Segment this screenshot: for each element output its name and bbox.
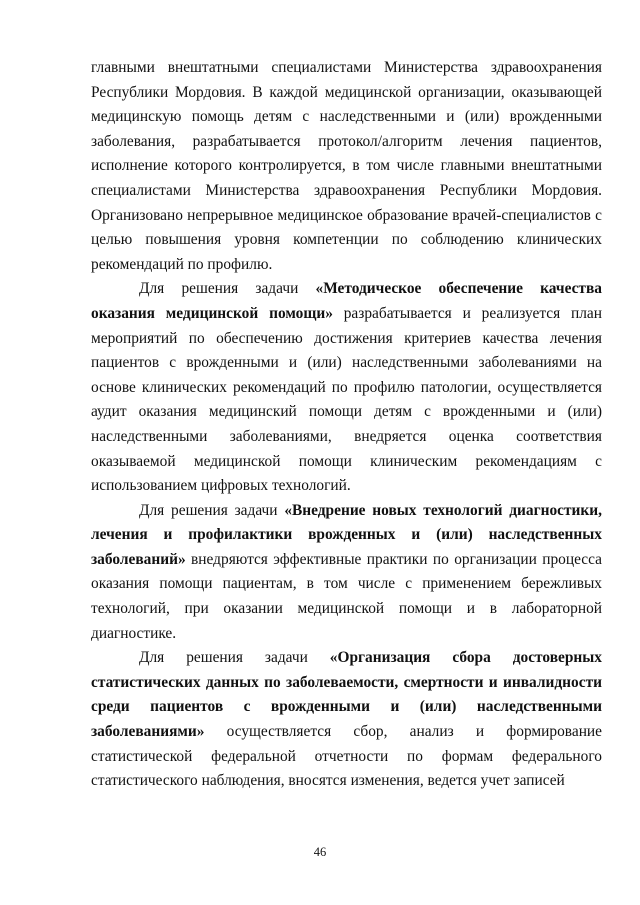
paragraph-text: осуществляется сбор, анализ и формирование статистической федеральной отчетности по формам федерального статистического наблюдения, вносятся изменения, ведется учет записей xyxy=(91,723,602,790)
paragraph-lead: Для решения задачи xyxy=(139,280,316,298)
paragraph-text: внедряются эффективные практики по организации процесса оказания помощи пациентам, в том числе с применением бережливых технологий, при оказании медицинской помощи и в лабораторной диагностике. xyxy=(91,550,602,642)
paragraph-text: главными внештатными специалистами Министерства здравоохранения Республики Мордовия. В каждой медицинской организации, оказывающей медицинскую помощь детям с наследственными и (или) врожденными заболевания, разрабатывается протокол/алгоритм лечения пациентов, исполнение которого контролируется, в том числе главными внештатными специалистами Министерства здравоохранения Республики Мордовия. Организовано непрерывное медицинское образование врачей-специалистов с целью повышения уровня компетенции по соблюдению клинических рекомендаций по профилю. xyxy=(91,59,602,273)
page-number: 46 xyxy=(313,845,327,859)
paragraph-new-technologies xyxy=(91,499,602,647)
body-text xyxy=(91,56,602,794)
task-title: «Методическое обеспечение качества оказания медицинской помощи» xyxy=(91,280,602,322)
paragraph-lead: Для решения задачи xyxy=(139,649,330,667)
paragraph-methodical-support xyxy=(91,277,602,498)
paragraph-statistics xyxy=(91,646,602,794)
paragraph-continuation xyxy=(91,56,602,277)
task-title: «Внедрение новых технологий диагностики, лечения и профилактики врожденных и (или) наследственных заболеваний» xyxy=(91,501,602,568)
task-title: «Организация сбора достоверных статистических данных по заболеваемости, смертности и инвалидности среди пациентов с врожденными и (или) наследственными заболеваниями» xyxy=(91,649,602,741)
paragraph-text: разрабатывается и реализуется план мероприятий по обеспечению достижения критериев качества лечения пациентов с врожденными и (или) наследственными заболеваниями на основе клинических рекомендаций по профилю патологии, осуществляется аудит оказания медицинский помощи детям с врожденными и (или) наследственными заболеваниями, внедряется оценка соответствия оказываемой медицинской помощи клиническим рекомендациям с использованием цифровых технологий. xyxy=(91,304,603,495)
paragraph-lead: Для решения задачи xyxy=(139,501,285,519)
